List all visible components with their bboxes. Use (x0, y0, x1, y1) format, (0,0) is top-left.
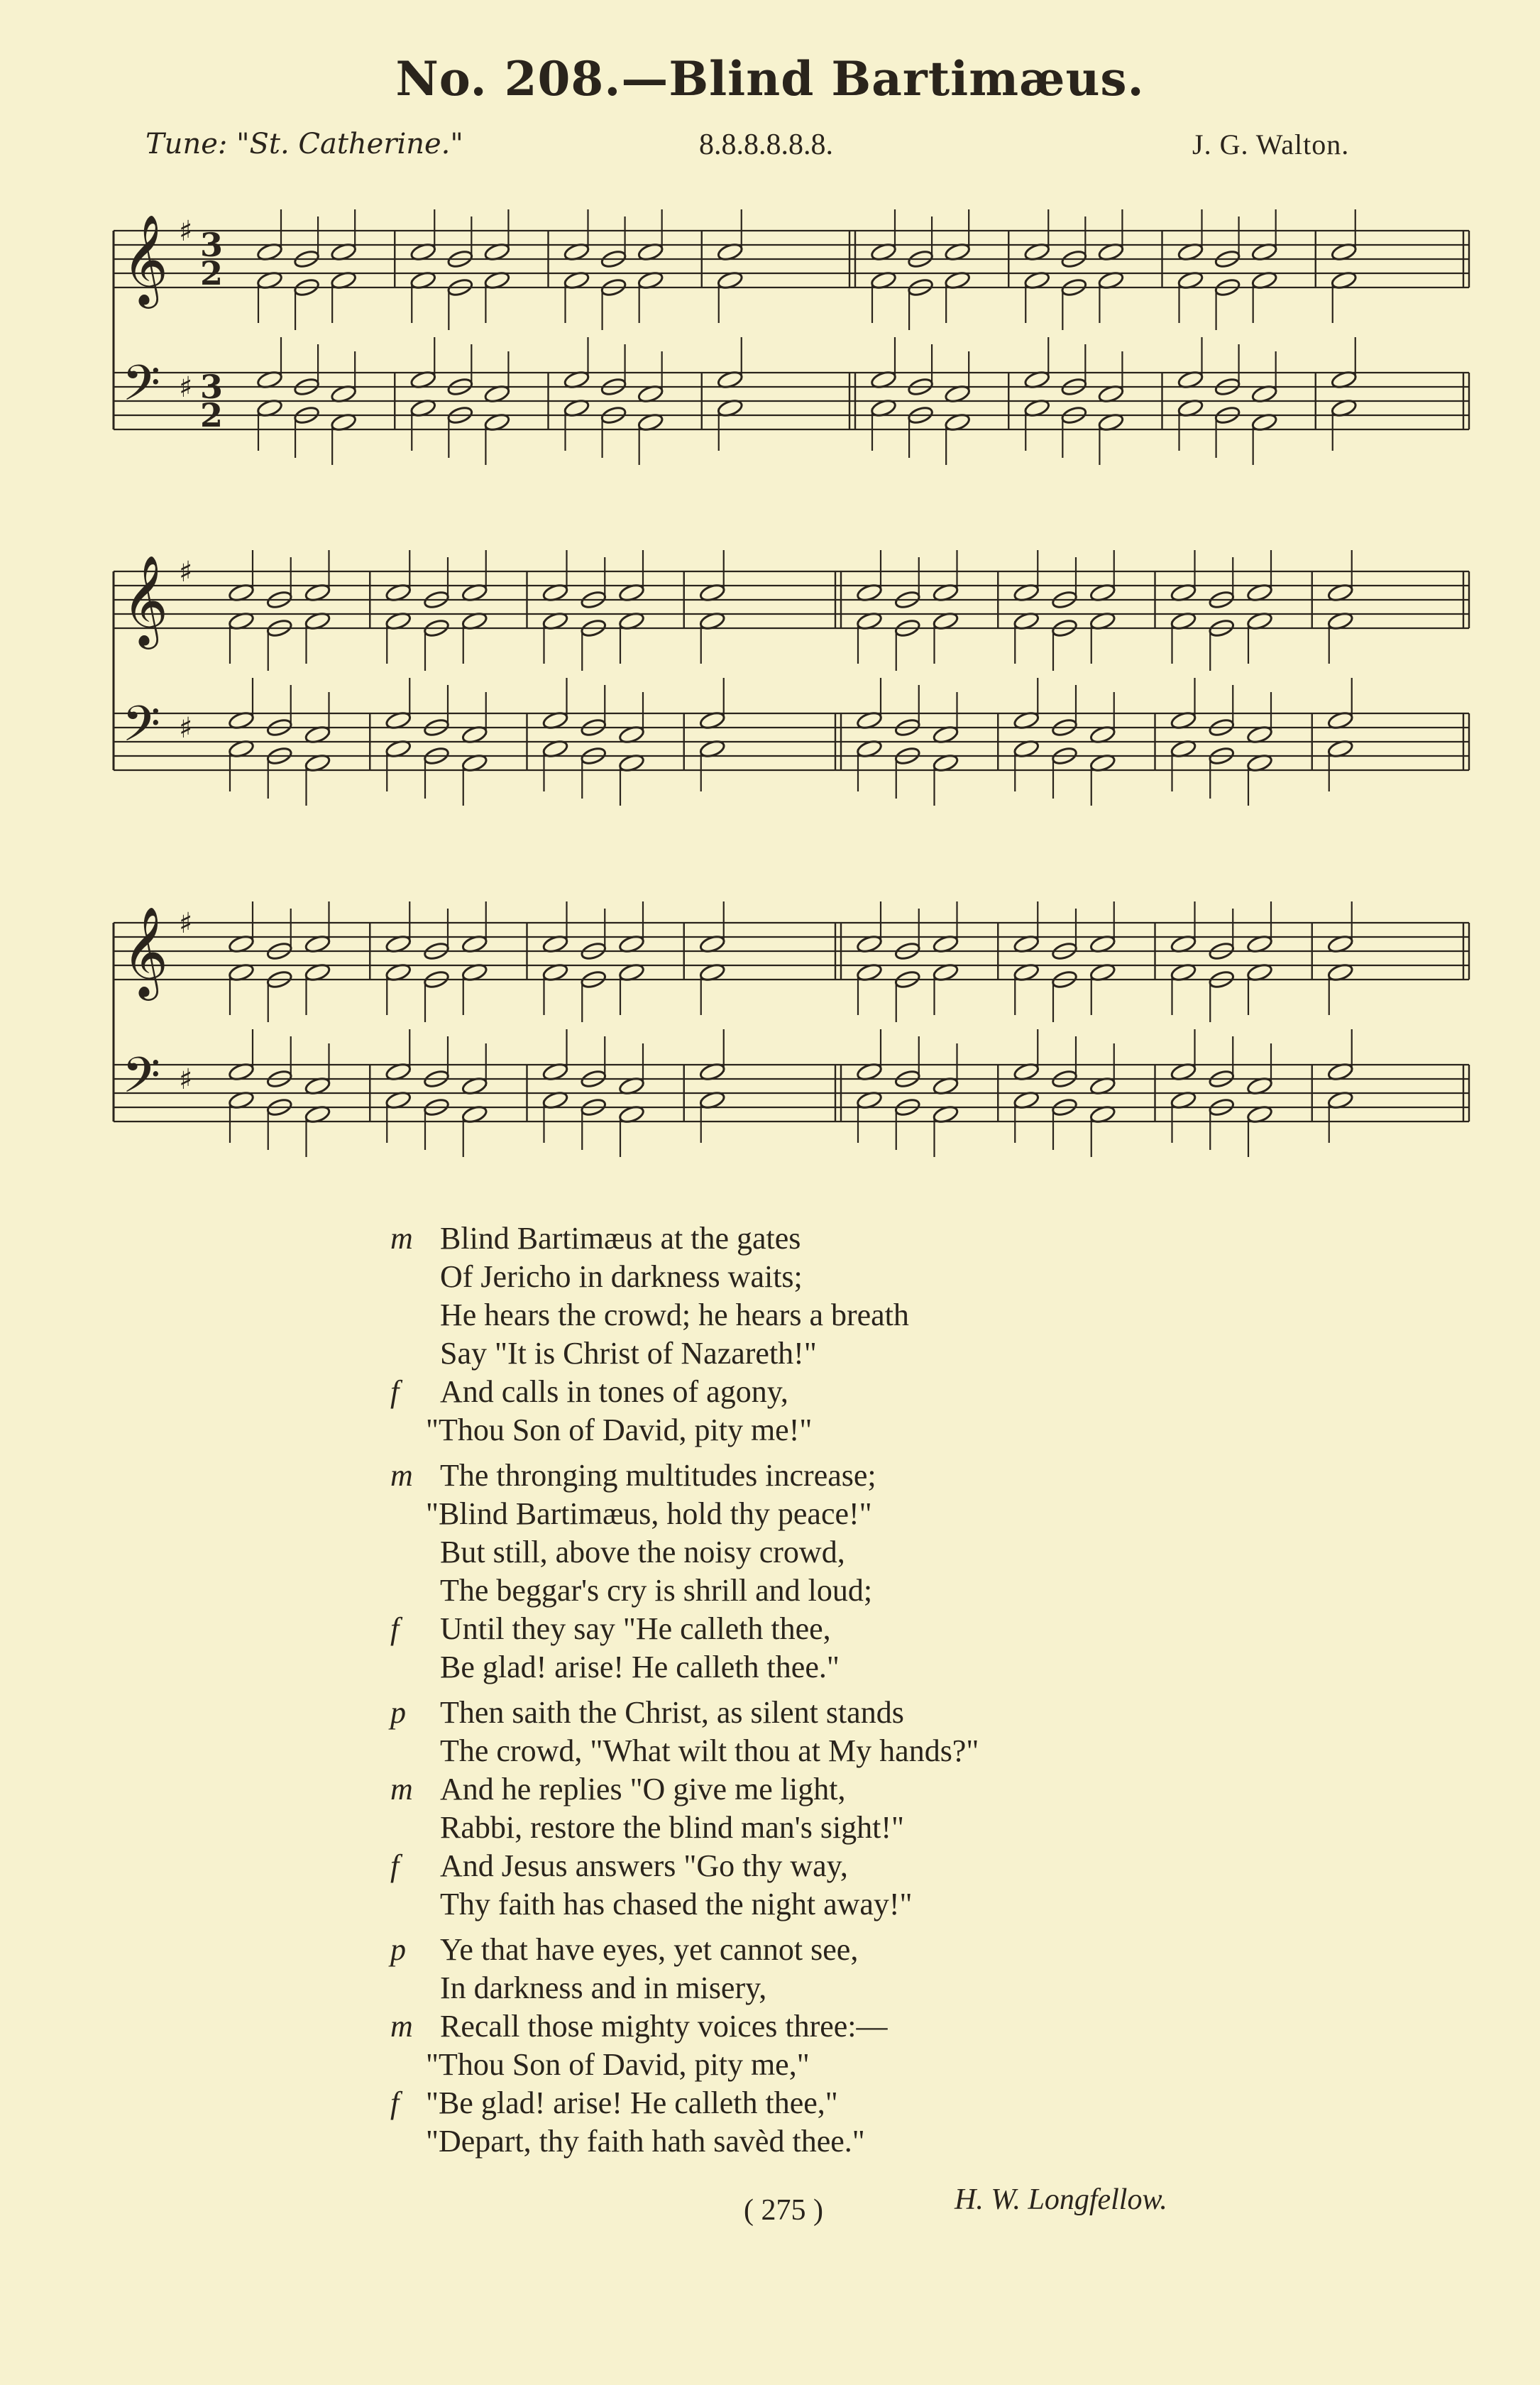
dynamic-mark: m (390, 2009, 413, 2044)
poem-line: Of Jericho in darkness waits; (440, 1259, 803, 1294)
page-number: ( 275 ) (744, 2194, 823, 2227)
dynamic-mark: f (390, 2085, 400, 2120)
poem-line: Be glad! arise! He calleth thee." (440, 1650, 840, 1684)
dynamic-mark: m (390, 1221, 413, 1256)
time-signature: 3 (200, 226, 224, 264)
treble-staff (114, 550, 1469, 671)
bass-staff (114, 678, 1469, 806)
metre: 8.8.8.8.8.8. (699, 128, 833, 161)
sharp-icon: ♯ (179, 371, 193, 404)
tune-name: Tune: "St. Catherine." (145, 128, 463, 160)
poem-line: Rabbi, restore the blind man's sight!" (440, 1810, 905, 1845)
poem-line: The beggar's cry is shrill and loud; (440, 1573, 873, 1608)
author-credit: H. W. Longfellow. (955, 2183, 1167, 2216)
stanza-2 (369, 1457, 979, 1687)
dynamic-mark: m (390, 1458, 413, 1493)
bass-staff (114, 337, 1469, 465)
poem-line: p Then saith the Christ, as silent stands (369, 1694, 979, 1732)
dynamic-mark: p (390, 1932, 406, 1967)
treble-clef-icon: 𝄞 (122, 906, 169, 997)
poem-line: f Until they say "He calleth thee, (369, 1610, 979, 1648)
music-system-3 (99, 873, 1476, 1171)
sharp-icon: ♯ (179, 907, 193, 940)
poem-line: m Blind Bartimæus at the gates (369, 1219, 979, 1258)
sharp-icon: ♯ (179, 556, 193, 588)
treble-clef-icon: 𝄞 (122, 214, 169, 305)
time-signature: 2 (200, 254, 224, 292)
treble-staff (114, 901, 1469, 1022)
time-signature: 3 (200, 368, 224, 406)
dynamic-mark: f (390, 1374, 400, 1409)
dynamic-mark: m (390, 1772, 413, 1806)
poem-line: "Thou Son of David, pity me!" (426, 1413, 813, 1447)
poem-line: But still, above the noisy crowd, (440, 1535, 845, 1569)
treble-clef-icon: 𝄞 (122, 554, 169, 645)
sharp-icon: ♯ (179, 712, 193, 745)
bass-clef-icon: 𝄢 (122, 695, 161, 764)
sharp-icon: ♯ (179, 215, 193, 248)
stanza-3 (369, 1694, 979, 1924)
poem-line: f And calls in tones of agony, (369, 1373, 979, 1411)
dynamic-mark: p (390, 1695, 406, 1730)
bass-clef-icon: 𝄢 (122, 354, 161, 424)
stanza-1 (369, 1219, 979, 1449)
poem-line: Say "It is Christ of Nazareth!" (440, 1336, 817, 1371)
poem-line: m And he replies "O give me light, (369, 1770, 979, 1809)
dynamic-mark: f (390, 1611, 400, 1646)
treble-staff (114, 209, 1469, 330)
time-signature: 2 (200, 396, 224, 434)
composer: J. G. Walton. (1192, 128, 1350, 160)
poem-line: The crowd, "What wilt thou at My hands?" (440, 1733, 979, 1768)
music-system-2 (99, 522, 1476, 820)
poem (369, 1219, 979, 2168)
bass-staff (114, 1029, 1469, 1157)
poem-line: In darkness and in misery, (440, 1970, 767, 2005)
poem-line: "Depart, thy faith hath savèd thee." (426, 2124, 865, 2159)
poem-line: Thy faith has chased the night away!" (440, 1887, 913, 1921)
poem-line: He hears the crowd; he hears a breath (440, 1298, 909, 1332)
sharp-icon: ♯ (179, 1063, 193, 1096)
poem-line: m Recall those mighty voices three:— (369, 2007, 979, 2046)
poem-line: "Blind Bartimæus, hold thy peace!" (426, 1496, 872, 1531)
poem-line: p Ye that have eyes, yet cannot see, (369, 1931, 979, 1969)
dynamic-mark: f (390, 1848, 400, 1883)
poem-line: m The thronging multitudes increase; (369, 1457, 979, 1495)
poem-line: f And Jesus answers "Go thy way, (369, 1847, 979, 1885)
hymn-title: No. 208.—Blind Bartimæus. (395, 51, 1145, 106)
music-system-1 (99, 181, 1476, 479)
poem-line: "Thou Son of David, pity me," (426, 2047, 810, 2082)
stanza-4 (369, 1931, 979, 2161)
poem-line: f "Be glad! arise! He calleth thee," (369, 2084, 979, 2122)
bass-clef-icon: 𝄢 (122, 1046, 161, 1116)
